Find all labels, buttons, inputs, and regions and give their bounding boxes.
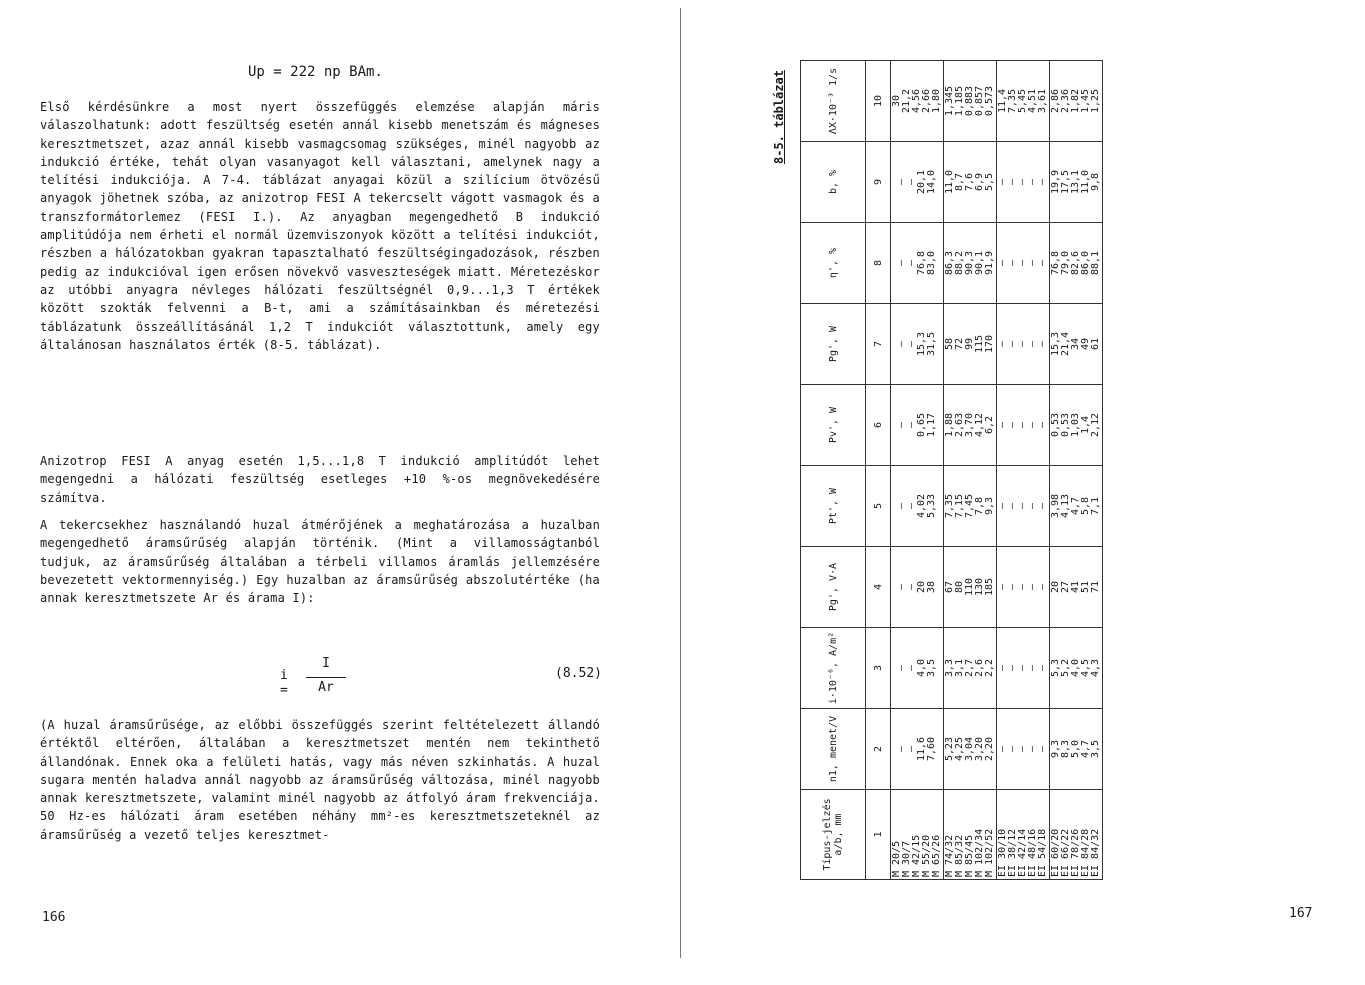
table-value: 5,5 [984,172,995,192]
table-header-cell: η', % [801,223,866,304]
table-value: 5,8 [1080,496,1091,516]
table-value: 58 [944,337,955,351]
table-value: – [1037,664,1048,672]
table-value: – [906,421,917,429]
table-value: 4,7 [1070,496,1081,516]
table-index-cell: 6 [866,385,891,466]
table-value: 4,02 [916,493,927,519]
table-value: 4,3 [1090,658,1101,678]
fraction-bar [306,677,346,678]
table-value: – [906,502,917,510]
table-cell [997,790,1050,880]
table-value: – [1027,664,1038,672]
table-value: 76,8 [916,250,927,276]
table-value: – [906,178,917,186]
table-value: – [1027,502,1038,510]
table-cell [944,304,997,385]
table-value: – [1017,745,1028,753]
table-value: 130 [974,577,985,597]
table-value: 91,9 [984,250,995,276]
table-value: – [896,259,907,267]
table-value: 4,56 [911,88,922,114]
table-value: – [997,340,1008,348]
table-value: 51 [1080,580,1091,594]
table-value: M 65/26 [931,834,942,877]
table-header-cell: Pg', V·A [801,547,866,628]
table-value: 11,4 [997,88,1008,114]
table-cell [891,385,944,466]
table-value: 0,883 [964,85,975,117]
table-value: – [906,340,917,348]
table-value: – [997,421,1008,429]
table-value: 1,88 [944,412,955,438]
table-cell [944,547,997,628]
table-value: 31,5 [926,331,937,357]
table-value: 82,6 [1070,250,1081,276]
table-value: EI 30/10 [997,828,1008,877]
table-value: 2,63 [954,412,965,438]
table-header-cell: i·10⁻⁶, A/m² [801,628,866,709]
table-value: – [1027,259,1038,267]
table-value: – [1027,178,1038,186]
table-cell [891,61,944,142]
table-value: EI 54/18 [1037,828,1048,877]
table-value: – [906,583,917,591]
table-value: – [896,583,907,591]
table-value: 7,35 [944,493,955,519]
table-value: 2,20 [984,736,995,762]
table-index-cell: 8 [866,223,891,304]
table-value: 90,3 [964,250,975,276]
formula-up: Up = 222 np BAm. [248,64,383,80]
table-value: 6,9 [974,172,985,192]
table-value: – [1007,259,1018,267]
table-value: 21,2 [901,88,912,114]
table-cell [997,223,1050,304]
table-value: – [997,259,1008,267]
table-cell [944,790,997,880]
table-index-row [866,61,891,880]
table-value: EI 38/12 [1007,828,1018,877]
equation-lhs: i = [280,668,288,698]
table-value: 86,3 [944,250,955,276]
table-value: 7,1 [1090,496,1101,516]
table-value: 34 [1070,337,1081,351]
table-cell [997,61,1050,142]
table-value: – [1017,664,1028,672]
table-value: 5,45 [1017,88,1028,114]
table-value: 8,3 [1060,739,1071,759]
table-cell [891,628,944,709]
table-value: 88,1 [1090,250,1101,276]
table-value: 9,3 [1050,739,1061,759]
table-value: 8,7 [954,172,965,192]
table-value: 4,51 [1027,88,1038,114]
table-value: 110 [964,577,975,597]
table-cell [1050,790,1103,880]
table-header-cell: b, % [801,142,866,223]
table-row-group [891,61,944,880]
table-value: EI 78/26 [1070,828,1081,877]
table-cell [944,466,997,547]
table-value: 2,7 [964,658,975,678]
table-value: 0,857 [974,85,985,117]
table-value: 1,185 [954,85,965,117]
table-value: 6,2 [984,415,995,435]
table-value: 5,23 [944,736,955,762]
table-value: – [906,259,917,267]
table-value: M 20/5 [891,840,902,877]
table-value: 5,33 [926,493,937,519]
table-value: 3,3 [944,658,955,678]
table-row-group [944,61,997,880]
table-value: 0,53 [1050,412,1061,438]
table-cell [891,709,944,790]
table-value: – [1017,178,1028,186]
table-value: 4,5 [1080,658,1091,678]
table-value: 2,86 [1050,88,1061,114]
table-value: 7,35 [1007,88,1018,114]
table-value: – [1037,502,1048,510]
table-caption: 8-5. táblázat [772,70,786,164]
table-value: – [896,178,907,186]
table-value: 20,1 [916,169,927,195]
table-cell [997,142,1050,223]
equation-number: (8.52) [555,666,602,681]
table-value: 15,3 [1050,331,1061,357]
table-value: 3,20 [974,736,985,762]
table-value: – [1007,502,1018,510]
table-value: 1,80 [931,88,942,114]
table-cell [944,628,997,709]
table-header-cell: ΛX·10⁻³ 1/s [801,61,866,142]
table-value: EI 60/20 [1050,828,1061,877]
table-value: – [1017,340,1028,348]
table-value: M 85/32 [954,834,965,877]
table-value: 0,53 [1060,412,1071,438]
left-page [0,0,680,985]
table-value: 115 [974,334,985,354]
table-value: 3,5 [1090,739,1101,759]
rotated-table-wrapper [770,60,1101,880]
table-value: 88,2 [954,250,965,276]
table-cell [997,385,1050,466]
table-value: 5,3 [1050,658,1061,678]
table-value: 11,0 [944,169,955,195]
table-value: M 102/34 [974,828,985,877]
table-value: 3,61 [1037,88,1048,114]
table-value: 1,345 [944,85,955,117]
table-value: 99 [964,337,975,351]
table-cell [1050,142,1103,223]
table-index-cell: 2 [866,709,891,790]
table-value: 17,5 [1060,169,1071,195]
table-cell [1050,223,1103,304]
table-value: 5,2 [1060,658,1071,678]
table-value: – [1017,421,1028,429]
table-cell [1050,385,1103,466]
table-value: – [997,664,1008,672]
table-row-group [997,61,1050,880]
table-value: – [1017,583,1028,591]
table-value: 2,66 [921,88,932,114]
table-cell [944,223,997,304]
table-value: 72 [954,337,965,351]
page-number-right: 167 [1289,906,1313,921]
table-value: 71 [1090,580,1101,594]
table-value: 0,65 [916,412,927,438]
table-value: – [1007,340,1018,348]
table-value: 7,8 [974,496,985,516]
table-value: 7,15 [954,493,965,519]
book-gutter [680,8,681,958]
table-value: 4,0 [916,658,927,678]
table-value: – [896,502,907,510]
table-value: 20 [1050,580,1061,594]
equation-8-52 [280,650,610,696]
table-row-group [1050,61,1103,880]
table-value: 185 [984,577,995,597]
table-cell [1050,547,1103,628]
table-value: – [906,664,917,672]
table-value: 1,4 [1080,415,1091,435]
table-value: – [1027,340,1038,348]
table-index-cell: 1 [866,790,891,880]
table-value: M 74/32 [944,834,955,877]
table-value: 11,6 [916,736,927,762]
page-number-left: 166 [42,910,66,925]
table-cell [997,709,1050,790]
table-value: 1,03 [1070,412,1081,438]
table-index-cell: 3 [866,628,891,709]
table-cell [1050,466,1103,547]
table-value: 11,0 [1080,169,1091,195]
table-value: – [1037,259,1048,267]
table-value: 14,0 [926,169,937,195]
table-cell [1050,61,1103,142]
table-value: EI 84/28 [1080,828,1091,877]
table-cell [944,709,997,790]
equation-numerator: I [322,656,330,671]
table-value: EI 84/32 [1090,828,1101,877]
table-value: 86,0 [1080,250,1091,276]
table-cell [1050,709,1103,790]
table-value: 7,60 [926,736,937,762]
table-cell [891,790,944,880]
table-header-row [801,61,866,880]
table-value: – [1027,745,1038,753]
table-value: 3,70 [964,412,975,438]
table-value: – [997,178,1008,186]
table-value: 20 [916,580,927,594]
table-cell [997,628,1050,709]
table-value: 4,0 [1070,658,1081,678]
table-value: – [1017,259,1028,267]
table-cell [891,466,944,547]
table-index-cell: 10 [866,61,891,142]
table-value: – [997,583,1008,591]
table-value: – [1007,745,1018,753]
table-value: 5,0 [1070,739,1081,759]
table-value: – [896,421,907,429]
table-value: 7,45 [964,493,975,519]
table-value: 4,12 [974,412,985,438]
table-cell [891,223,944,304]
table-value: – [1037,340,1048,348]
table-value: 3,1 [954,658,965,678]
table-value: 9,3 [984,496,995,516]
table-cell [891,142,944,223]
table-value: 4,7 [1080,739,1091,759]
table-value: 2,6 [974,658,985,678]
table-value: – [896,664,907,672]
table-header-cell: Pv', W [801,385,866,466]
table-value: – [896,745,907,753]
table-value: – [997,745,1008,753]
table-value: 30 [891,94,902,108]
table-value: – [1017,502,1028,510]
paragraph-2: Anizotrop FESI A anyag esetén 1,5...1,8 T indukció amplitúdót lehet megengedni a hálózati feszültség esetleges +10 %-os megnövekedésére számítva. [40,454,600,505]
table-value: 1,25 [1090,88,1101,114]
table-value: 7,6 [964,172,975,192]
table-value: – [1007,664,1018,672]
table-value: 19,9 [1050,169,1061,195]
table-value: 2,12 [1090,412,1101,438]
table-value: – [1037,745,1048,753]
table-value: 41 [1070,580,1081,594]
table-index-cell: 4 [866,547,891,628]
table-value: – [1027,583,1038,591]
table-value: EI 48/16 [1027,828,1038,877]
table-value: – [896,340,907,348]
table-value: – [1037,178,1048,186]
table-value: 27 [1060,580,1071,594]
table-value: 38 [926,580,937,594]
table-cell [944,61,997,142]
table-value: M 30/7 [901,840,912,877]
table-cell [997,547,1050,628]
table-value: 67 [944,580,955,594]
table-value: 76,8 [1050,250,1061,276]
table-value: 170 [984,334,995,354]
table-value: 80 [954,580,965,594]
table-value: – [1007,421,1018,429]
table-value: 3,5 [926,658,937,678]
table-value: 3,98 [1050,493,1061,519]
table-value: 0,573 [984,85,995,117]
table-header-cell: Pt', W [801,466,866,547]
table-value: 4,25 [954,736,965,762]
table-value: 4,13 [1060,493,1071,519]
table-cell [997,466,1050,547]
paragraph-4: (A huzal áramsűrűsége, az előbbi összefüggés szerint feltételezett állandó értéktől eltérően, általában a keresztmetszet mentén nem tekinthető állandónak. Ennek oka a felületi hatás, vagy más néven szkinhatás. A huzal sugara mentén haladva annál nagyobb az áramsűrűség változása, minél nagyobb annak keresztmetszete, valamint minél nagyobb az átfolyó áram frekvenciája. 50 Hz-es hálózati áram esetében néhány mm²-es keresztmetszeteknél az áramsűrűség a vezető teljes keresztmet- [40,718,600,842]
table-value: 1,17 [926,412,937,438]
table-index-cell: 9 [866,142,891,223]
table-value: EI 42/14 [1017,828,1028,877]
table-value: 90,1 [974,250,985,276]
table-value: 15,3 [916,331,927,357]
table-value: – [1027,421,1038,429]
table-value: M 85/45 [964,834,975,877]
table-value: – [906,745,917,753]
table-cell [944,142,997,223]
table-value: 2,2 [984,658,995,678]
table-value: 13,1 [1070,169,1081,195]
table-index-cell: 7 [866,304,891,385]
table-value: 1,45 [1080,88,1091,114]
table-value: M 42/15 [911,834,922,877]
table-cell [997,304,1050,385]
table-value: 61 [1090,337,1101,351]
table-cell [1050,628,1103,709]
table-value: 21,4 [1060,331,1071,357]
table-value: 9,8 [1090,172,1101,192]
table-value: 79,0 [1060,250,1071,276]
table-value: 3,04 [964,736,975,762]
table-value: – [1007,583,1018,591]
table-value: 2,36 [1060,88,1071,114]
paragraph-3: A tekercsekhez használandó huzal átmérőjének a meghatározása a huzalban megengedhető áramsűrűség alapján történik. (Mint a villamosságtanból tudjuk, az áramsűrűség általában a térbeli villamos áramlás jellemzésére bevezetett vektormennyiség.) Egy huzalban az áramsűrűség abszolutértéke (ha annak keresztmetszete Ar és árama I): [40,518,600,606]
table-value: – [997,502,1008,510]
table-value: – [1037,421,1048,429]
equation-denominator: Ar [318,680,334,695]
table-value: EI 66/22 [1060,828,1071,877]
table-header-cell: n1, menet/V [801,709,866,790]
table-value: – [1007,178,1018,186]
table-value: 83,0 [926,250,937,276]
table-cell [891,547,944,628]
right-page [682,0,1365,985]
table-value: M 102/52 [984,828,995,877]
paragraph-1: Első kérdésünkre a most nyert összefüggés elemzése alapján máris válaszolhatunk: adott feszültség esetén annál kisebb menetszám és mágneses keresztmetszet, azaz annál kisebb vasmagcsomag szükséges, minél nagyobb az indukció értéke, tehát olyan vasanyagot kell választani, amelynek nagy a telítési indukciója. A 7-4. táblázat anyagai közül a szilícium ötvözésű anyagok jöhetnek szóba, az anizotrop FESI A tekercselt vágott vasmagok és a transzformátorlemez (FESI I.). Az anyagban megengedhető B indukció amplitúdója nem érheti el normál üzemviszonyok között a telítési indukciót, részben a hálózatokban gyakran tapasztalható feszültségingadozások, részben pedig az indukcióval igen erősen növekvő vasveszteségek miatt. Méretezéskor az utóbbi anyagra névleges hálózati feszültségnél 0,9...1,3 T értékek között szokták felvenni a B-t, ami a számításainkban és méretezési táblázatunk összeállításánál 1,2 T indukciót választottunk, amely egy általánosan használatos érték (8-5. táblázat). [40,100,600,352]
table-value: – [1037,583,1048,591]
table-cell [891,304,944,385]
table-cell [944,385,997,466]
table-value: 1,82 [1070,88,1081,114]
table-index-cell: 5 [866,466,891,547]
table-header-cell: Típus-jelzés a/b, mm [801,790,866,880]
table-value: 49 [1080,337,1091,351]
table-header-cell: Pg', W [801,304,866,385]
table-value: M 55/20 [921,834,932,877]
table-cell [1050,304,1103,385]
design-table-8-5 [800,60,1103,880]
